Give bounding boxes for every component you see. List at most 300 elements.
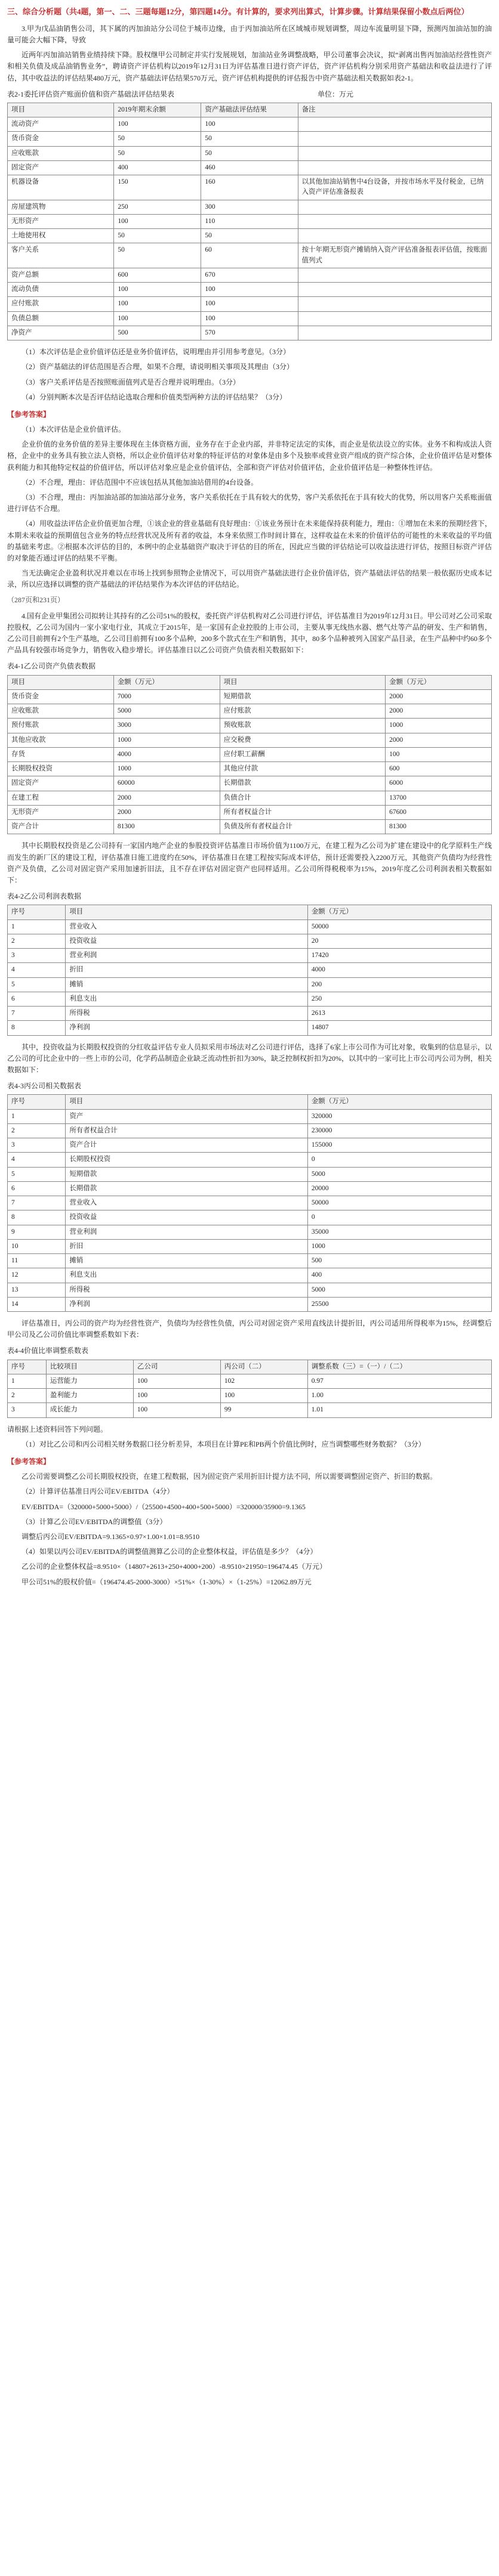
paragraph: 乙公司需要调整乙公司长期股权投资，在建工程数据，因为固定资产采用折旧计提方法不同，所以需要调整固定资产、折旧的数据。	[21, 1472, 438, 1481]
table-cell: 盈利能力	[46, 1389, 133, 1403]
table-cell: 150	[114, 175, 201, 200]
table-row	[8, 1138, 492, 1153]
table-cell: 60000	[113, 776, 220, 791]
table-row	[8, 820, 492, 834]
table-cell: 50	[201, 229, 298, 243]
table-row	[8, 1153, 492, 1167]
table-cell: 1000	[113, 762, 220, 776]
table-row	[8, 1167, 492, 1181]
table-cell: 7000	[113, 689, 220, 704]
q3-table-caption: 表2-1委托评估资产账面价值和资产基础法评估结果表 单位：万元	[7, 89, 354, 98]
question-3	[7, 23, 492, 606]
table-cell: 2000	[386, 733, 492, 747]
q4-adjustment-table	[7, 1360, 492, 1418]
table-cell: 所得税	[66, 1007, 308, 1021]
column-header: 金额（万元）	[307, 905, 491, 919]
column-header: 项目	[220, 675, 386, 689]
column-header: 金额（万元）	[307, 1095, 491, 1109]
table-cell	[298, 268, 491, 282]
table-cell: 3	[8, 949, 66, 963]
table-cell: 折旧	[66, 963, 308, 977]
table-cell: 25500	[307, 1297, 491, 1311]
table-cell: 400	[307, 1268, 491, 1283]
table-cell: 400	[114, 160, 201, 175]
table-cell: 100	[114, 117, 201, 132]
q4-table4-caption: 表4-4价值比率调整系数表	[7, 1346, 88, 1355]
table-cell: 成长能力	[46, 1403, 133, 1417]
column-header: 项目	[8, 103, 114, 117]
table-cell: 摊销	[66, 1254, 308, 1268]
table-cell: 20000	[307, 1181, 491, 1196]
table-row	[8, 146, 492, 160]
table-row	[8, 160, 492, 175]
table-cell: 利息支出	[66, 992, 308, 1006]
paragraph: （2）资产基础法的评估范围是否合理，如果不合理，请说明相关事项及其理由（3分）	[21, 363, 294, 371]
table-cell: 2	[8, 1123, 66, 1138]
table-cell: 13	[8, 1283, 66, 1297]
table-cell: 以其他加油站销售中4台设备，并按市场水平及付税金，已纳入资产评估准备报表	[298, 175, 491, 200]
section-title: 三、综合分析题（共4题，第一、二、三题每题12分，第四题14分。有计算的，要求列出算式，计算步骤。计算结果保留小数点后两位）	[7, 7, 469, 16]
table-row	[8, 791, 492, 805]
table-cell: 13700	[386, 791, 492, 805]
table-cell: 320000	[307, 1109, 491, 1123]
q4-paragraph-1: 4.国有企业甲集团公司拟转让其持有的乙公司51%的股权，委托资产评估机构对乙公司进行评估，评估基准日为2019年12月31日。甲公司对乙公司采取控股权，乙公司为国内一家小家电行业，其成立于2015年，是一家国有企业控股的上市公司，主要从事无线热水器、燃气灶等产品的研发、生产和销售，乙公司目前拥有2个生产基地，乙公司目前拥有100多个品种，200多个款式在生产和销售，其中，80多个品种被列入国家产品目录，在生产品种中约60多个产品具有较强市场竞争力，销售收入稳步增长。评估基准日以乙公司资产负债表相关数据如下：	[7, 611, 492, 655]
table-cell: 67600	[386, 805, 492, 819]
table-cell: 8	[8, 1021, 66, 1035]
table-row	[8, 776, 492, 791]
table-cell: 1000	[113, 733, 220, 747]
table-cell	[298, 132, 491, 146]
table-cell: 50000	[307, 919, 491, 934]
table-cell: 按十年期无形资产摊销纳入资产评估准备报表评估值，按账面值列式	[298, 243, 491, 268]
table-row	[8, 949, 492, 963]
table-cell	[298, 117, 491, 132]
q4-answers	[7, 1471, 492, 1588]
table-cell: 房屋建筑物	[8, 200, 114, 214]
q4-question-intro: 请根据上述资料回答下列问题。	[7, 1425, 108, 1433]
table-cell: 负债及所有者权益合计	[220, 820, 386, 834]
table-cell: 投资收益	[66, 1210, 308, 1225]
table-cell: 99	[220, 1403, 307, 1417]
table-row	[8, 963, 492, 977]
paragraph: （3）计算乙公司EV/EBITDA的调整值（3分）	[21, 1517, 167, 1526]
table-cell: 6	[8, 992, 66, 1006]
column-header: 备注	[298, 103, 491, 117]
paragraph: 甲公司51%的股权价值=（196474.45-2000-3000）×51%×（1-30%）×（1-25%）=12062.89万元	[21, 1577, 312, 1586]
table-cell: 50	[114, 146, 201, 160]
q3-source-pages: （287页和231页）	[7, 595, 65, 604]
table-cell: 160	[201, 175, 298, 200]
table-header-row	[8, 675, 492, 689]
table-row	[8, 919, 492, 934]
table-cell: 50	[114, 243, 201, 268]
table-header-row	[8, 1095, 492, 1109]
q4-balance-sheet-table	[7, 675, 492, 835]
table-cell: 5	[8, 1167, 66, 1181]
column-header: 序号	[8, 1095, 66, 1109]
table-cell: 570	[201, 326, 298, 340]
column-header: 金额（万元）	[113, 675, 220, 689]
table-cell: 35000	[307, 1225, 491, 1239]
table-cell: 短期借款	[66, 1167, 308, 1181]
paragraph: （2）计算评估基准日丙公司EV/EBITDA（4分）	[21, 1487, 174, 1496]
table-cell: 0.97	[307, 1374, 491, 1388]
table-cell: 预收账款	[220, 719, 386, 733]
table-row	[8, 175, 492, 200]
paragraph: 企业价值的业务价值的差异主要体现在主体资格方面，业务存在于企业内部，并非特定法定的实体，而企业是依法设立的实体。业务不和构成法人资格，企业中的业务具有独立法人资格，所以企业价值评估对象的特征评估的对象体是由多个及独率或营业资产组成的资产综合体，企业价值评估是对整体获利能力和其他特定权益的价值评估，所以评估对象应是企业价值评估，全部和资产评估对价值评估，企业价值评估是一种整体性评估。	[7, 440, 492, 472]
table-cell: 670	[201, 268, 298, 282]
table-cell: 100	[114, 297, 201, 311]
table-cell: 无形资产	[8, 805, 114, 819]
q4-table4-body	[8, 1374, 492, 1417]
table-cell: 存货	[8, 747, 114, 761]
table-cell: 2000	[113, 791, 220, 805]
table-cell: 摊销	[66, 977, 308, 992]
paragraph: （1）本次评估是企业价值评估。	[21, 425, 126, 434]
table-cell: 其他应收款	[8, 733, 114, 747]
table-cell: 230000	[307, 1123, 491, 1138]
table-cell: 利息支出	[66, 1268, 308, 1283]
table-cell: 预付账款	[8, 719, 114, 733]
table-cell: 14	[8, 1297, 66, 1311]
table-cell: 5000	[113, 704, 220, 719]
table-cell: 2	[8, 1389, 47, 1403]
table-cell: 流动资产	[8, 117, 114, 132]
table-row	[8, 311, 492, 326]
table-cell	[298, 214, 491, 228]
table-cell: 11	[8, 1254, 66, 1268]
table-row	[8, 762, 492, 776]
q3-paragraph-1: 3.甲为戊品油销售公司，其下属的丙加油站分公司位于城市边缘，由于丙加油站所在区域城市规划调整，周边车流量明显下降，预测丙加油站加的油量可能会大幅下降，导致	[7, 24, 492, 44]
q4-table2-body	[8, 919, 492, 1035]
table-cell	[298, 160, 491, 175]
table-cell: 所得税	[66, 1283, 308, 1297]
table-cell: 500	[114, 326, 201, 340]
table-cell: 50	[114, 132, 201, 146]
table-cell: 流动负债	[8, 283, 114, 297]
table-cell	[298, 297, 491, 311]
table-cell: 投资收益	[66, 934, 308, 948]
table-row	[8, 1225, 492, 1239]
table-row	[8, 297, 492, 311]
table-row	[8, 805, 492, 819]
table-cell: 17420	[307, 949, 491, 963]
table-row	[8, 1021, 492, 1035]
table-cell: 1.00	[307, 1389, 491, 1403]
table-row	[8, 1239, 492, 1253]
table-cell: 1000	[386, 719, 492, 733]
table-cell: 6	[8, 1181, 66, 1196]
paragraph: EV/EBITDA=（320000+5000+5000）/（25500+4500+400+500+5000）=320000/35900=9.1365	[21, 1502, 306, 1511]
table-cell: 600	[386, 762, 492, 776]
table-row	[8, 992, 492, 1006]
table-row	[8, 934, 492, 948]
table-row	[8, 326, 492, 340]
table-cell: 1	[8, 1109, 66, 1123]
table-cell: 250	[307, 992, 491, 1006]
q3-paragraph-2: 近两年丙加油站销售业绩持续下降。股权继甲公司制定并实行发展规划，加油站业务调整战略，甲公司董事会决议，拟“剥离出售丙加油站经营性资产和相关负债及成品油销售业务”，聘请资产评估机构以2019年12月31日为评估基准日进行资产评估，资产评估机构分别采用资产基础法和收益法进行了评估，其中收益法的评估结果480万元，资产基础法评估结果570万元，资产评估机构提供的评估报告中资产基础法相关数据如表2-1。	[7, 51, 492, 82]
table-row	[8, 200, 492, 214]
table-row	[8, 214, 492, 228]
table-cell: 净资产	[8, 326, 114, 340]
column-header: 调整系数（三）=（一）/（二）	[307, 1360, 491, 1374]
table-cell: 固定资产	[8, 160, 114, 175]
table-cell: 6000	[386, 776, 492, 791]
column-header: 资产基础法评估结果	[201, 103, 298, 117]
table-cell: 营业利润	[66, 1225, 308, 1239]
table-cell: 600	[114, 268, 201, 282]
paragraph: （4）如果以丙公司EV/EBITDA的调整值测算乙公司的企业整体权益，评估值是多少？（4分）	[21, 1547, 318, 1556]
table-cell	[298, 311, 491, 326]
table-header-row	[8, 905, 492, 919]
table-cell: 资产总额	[8, 268, 114, 282]
table-cell: 460	[201, 160, 298, 175]
table-cell: 4	[8, 963, 66, 977]
table-cell: 9	[8, 1225, 66, 1239]
table-cell: 7	[8, 1196, 66, 1210]
table-cell: 4	[8, 1153, 66, 1167]
column-header: 项目	[66, 1095, 308, 1109]
table-cell: 100	[220, 1389, 307, 1403]
column-header: 金额（万元）	[386, 675, 492, 689]
table-cell	[298, 146, 491, 160]
paragraph: （1）对比乙公司和丙公司相关财务数据口径分析差异，本项目在计算PE和PB两个价值比例时，应当调整哪些财务数据？（3分）	[21, 1439, 426, 1448]
table-row	[8, 1374, 492, 1388]
table-row	[8, 1196, 492, 1210]
table-row	[8, 689, 492, 704]
column-header: 序号	[8, 1360, 47, 1374]
table-cell: 0	[307, 1153, 491, 1167]
q3-questions	[7, 346, 492, 403]
q4-paragraph-3: 其中，投资收益为长期股权投资的分红收益评估专业人员拟采用市场法对乙公司进行评估，选择了6家上市公司作为可比对象，收集到的信息显示，以乙公司的可比企业中的一些上市的公司，化学药品制造企业缺乏流动性折扣为30%，缺乏控制权折扣为20%，以其中的一家可比上市公司丙公司为例，相关数据如下：	[7, 1042, 492, 1074]
column-header: 乙公司	[133, 1360, 220, 1374]
table-cell: 营业收入	[66, 919, 308, 934]
table-cell: 机器设备	[8, 175, 114, 200]
table-cell: 净利润	[66, 1021, 308, 1035]
table-cell: 5000	[307, 1283, 491, 1297]
q4-table3-caption: 表4-3丙公司相关数据表	[7, 1082, 81, 1091]
table-cell	[298, 283, 491, 297]
table-cell: 货币资金	[8, 689, 114, 704]
table-cell: 客户关系	[8, 243, 114, 268]
paragraph: （3）客户关系评估是否按照账面值列式是否合理并说明理由。（3分）	[21, 377, 241, 386]
table-cell: 14807	[307, 1021, 491, 1035]
table-cell: 100	[114, 311, 201, 326]
table-cell: 所有者权益合计	[220, 805, 386, 819]
q3-table-body	[8, 117, 492, 340]
column-header: 项目	[8, 675, 114, 689]
q4-paragraph-2: 其中长期股权投资是乙公司持有一家国内地产企业的参股投资评估基准日市场价值为1100万元，在建工程为乙公司为扩建在建设中的化学原料生产线而发生的新厂区的建设工程，评估基准日施工进度约在50%，评估基准日在建工程按实际成本评估，预计还需要投入2200万元，其他资产负债均为经营性资产及负债，乙公司对固定资产采用加速折旧法，且不存在评估对固定资产也同样适用。乙公司所得税税率为15%，2019年度乙公司利润表相关数据如下：	[7, 841, 492, 884]
table-cell: 50	[114, 229, 201, 243]
q4-table1-body	[8, 689, 492, 834]
q4-income-table	[7, 905, 492, 1035]
table-cell: 300	[201, 200, 298, 214]
table-cell: 100	[133, 1403, 220, 1417]
table-cell: 固定资产	[8, 776, 114, 791]
q4-answer-label: 【参考答案】	[7, 1457, 51, 1466]
q4-table1-caption: 表4-1乙公司资产负债表数据	[7, 662, 96, 671]
table-cell: 50	[201, 146, 298, 160]
table-cell: 在建工程	[8, 791, 114, 805]
table-cell: 资产合计	[8, 820, 114, 834]
table-cell: 81300	[386, 820, 492, 834]
column-header: 2019年期末余额	[114, 103, 201, 117]
table-cell: 折旧	[66, 1239, 308, 1253]
paragraph: （3）不合理，理由：丙加油站部的加油站部分业务，客户关系依托在于具有较大的优势，客户关系依托在于具有较大的优势，所以用客户关系账面值进行评估不合理。	[7, 493, 492, 513]
table-cell: 1000	[307, 1239, 491, 1253]
column-header: 比较项目	[46, 1360, 133, 1374]
table-cell: 负债合计	[220, 791, 386, 805]
table-row	[8, 283, 492, 297]
table-cell: 2613	[307, 1007, 491, 1021]
paragraph: （4）用收益法评估企业价值更加合理，①该企业的营业基础有良好理由：①该业务预计在未来能保持获利能力，理由：①增加在未来的预期经营下，本期未来收益的预期值包含业务的特点经营状况及所有者的收益，本身来依照工作时间计算在，这样收益在未来的价值评估的可能性的未来收益的平均值的基础来考虑。②根据本次评估的目的，本例中的企业基础资产取决于评估的目的所在，因此应当做的评估结论可以收益法进行评估，按照目标资产评估的对象能否通过评估的结果不平衡。	[7, 519, 492, 562]
table-row	[8, 1254, 492, 1268]
table-cell: 营业利润	[66, 949, 308, 963]
column-header: 项目	[66, 905, 308, 919]
table-cell: 200	[307, 977, 491, 992]
table-cell: 长期借款	[220, 776, 386, 791]
question-4	[7, 611, 492, 1588]
q4-paragraph-4: 评估基准日，丙公司的资产均为经营性资产，负债均为经营性负债，丙公司对固定资产采用直线法计提折旧，丙公司适用所得税率为15%，经调整后甲公司及乙公司价值比率调整系数如下表：	[7, 1319, 492, 1339]
table-cell: 2000	[386, 689, 492, 704]
table-cell: 2000	[386, 704, 492, 719]
table-cell: 5	[8, 977, 66, 992]
table-header-row	[8, 1360, 492, 1374]
table-row	[8, 243, 492, 268]
column-header: 丙公司（二）	[220, 1360, 307, 1374]
table-cell: 0	[307, 1210, 491, 1225]
table-cell: 12	[8, 1268, 66, 1283]
table-cell: 7	[8, 1007, 66, 1021]
table-cell: 运营能力	[46, 1374, 133, 1388]
table-cell: 8	[8, 1210, 66, 1225]
table-row	[8, 1297, 492, 1311]
table-row	[8, 1123, 492, 1138]
table-cell: 应付职工薪酬	[220, 747, 386, 761]
table-cell: 250	[114, 200, 201, 214]
paragraph: （4）分别判断本次是否评估结论选取合理和价值类型两种方法的评估结果？（3分）	[21, 392, 287, 401]
table-row	[8, 1210, 492, 1225]
table-cell: 应收账款	[8, 146, 114, 160]
table-row	[8, 1007, 492, 1021]
table-cell: 100	[201, 283, 298, 297]
table-cell: 1	[8, 1374, 47, 1388]
table-cell: 应交税费	[220, 733, 386, 747]
table-row	[8, 132, 492, 146]
table-cell: 100	[386, 747, 492, 761]
table-cell: 100	[201, 297, 298, 311]
table-cell: 500	[307, 1254, 491, 1268]
table-row	[8, 1268, 492, 1283]
paragraph: （1）本次评估是企业价值评估还是业务价值评估，说明理由并引用参考意见。（3分）	[21, 348, 291, 357]
table-cell: 100	[114, 283, 201, 297]
table-row	[8, 1389, 492, 1403]
table-row	[8, 704, 492, 719]
table-cell	[298, 229, 491, 243]
table-cell: 20	[307, 934, 491, 948]
table-cell: 应付账款	[8, 297, 114, 311]
table-cell: 2	[8, 934, 66, 948]
table-cell: 负债总额	[8, 311, 114, 326]
table-cell	[298, 326, 491, 340]
q4-table3-body	[8, 1109, 492, 1312]
column-header: 序号	[8, 905, 66, 919]
table-cell: 土地使用权	[8, 229, 114, 243]
table-cell: 102	[220, 1374, 307, 1388]
table-cell: 货币资金	[8, 132, 114, 146]
table-row	[8, 1283, 492, 1297]
table-cell: 1.01	[307, 1403, 491, 1417]
q3-answer-label: 【参考答案】	[7, 410, 51, 419]
table-cell: 营业收入	[66, 1196, 308, 1210]
table-row	[8, 117, 492, 132]
table-row	[8, 747, 492, 761]
table-cell: 100	[201, 311, 298, 326]
table-cell: 无形资产	[8, 214, 114, 228]
table-cell: 4000	[307, 963, 491, 977]
table-cell: 100	[133, 1389, 220, 1403]
table-row	[8, 719, 492, 733]
table-cell: 资产	[66, 1109, 308, 1123]
table-row	[8, 1181, 492, 1196]
table-cell: 长期股权投资	[8, 762, 114, 776]
table-cell: 100	[114, 214, 201, 228]
table-row	[8, 229, 492, 243]
table-row	[8, 1109, 492, 1123]
table-cell: 100	[133, 1374, 220, 1388]
q3-answers	[7, 424, 492, 590]
paragraph: 当无法确定企业盈利状况并难以在市场上找到参照物企业情况下，可以用资产基础法进行企业价值评估，资产基础法评估的结果一般依据历史成本记录，所以应选择以调整的资产基础法的评估结果作为本次评估的评估结论。	[7, 569, 492, 589]
table-cell: 长期借款	[66, 1181, 308, 1196]
table-cell: 81300	[113, 820, 220, 834]
q4-table2-caption: 表4-2乙公司利润表数据	[7, 892, 81, 901]
q3-asset-table	[7, 103, 492, 340]
q4-questions	[7, 1439, 492, 1450]
table-cell: 所有者权益合计	[66, 1123, 308, 1138]
table-row	[8, 733, 492, 747]
table-cell: 50	[201, 132, 298, 146]
table-cell: 5000	[307, 1167, 491, 1181]
table-cell: 4000	[113, 747, 220, 761]
table-cell: 其他应付款	[220, 762, 386, 776]
table-row	[8, 1403, 492, 1417]
table-cell: 60	[201, 243, 298, 268]
table-cell: 资产合计	[66, 1138, 308, 1153]
table-cell: 100	[201, 117, 298, 132]
table-cell: 长期股权投资	[66, 1153, 308, 1167]
table-cell: 50000	[307, 1196, 491, 1210]
table-cell: 2000	[113, 805, 220, 819]
paragraph: 调整后丙公司EV/EBITDA=9.1365×0.97×1.00×1.01=8.9510	[21, 1532, 200, 1541]
table-cell: 应付账款	[220, 704, 386, 719]
table-cell	[298, 200, 491, 214]
table-cell: 3000	[113, 719, 220, 733]
q4-comparable-table	[7, 1094, 492, 1312]
table-cell: 1	[8, 919, 66, 934]
table-cell: 短期借款	[220, 689, 386, 704]
table-row	[8, 977, 492, 992]
table-cell: 110	[201, 214, 298, 228]
table-cell: 净利润	[66, 1297, 308, 1311]
paragraph: （2）不合理，理由：评估范围中不应该包括从其他加油站借用的4台设备。	[21, 478, 258, 487]
table-cell: 155000	[307, 1138, 491, 1153]
table-cell: 10	[8, 1239, 66, 1253]
table-row	[8, 268, 492, 282]
table-cell: 3	[8, 1403, 47, 1417]
paragraph: 乙公司的企业整体权益=8.9510×（14807+2613+250+4000+200）-8.9510×21950=196474.45（万元）	[21, 1562, 327, 1571]
table-header-row	[8, 103, 492, 117]
table-cell: 3	[8, 1138, 66, 1153]
